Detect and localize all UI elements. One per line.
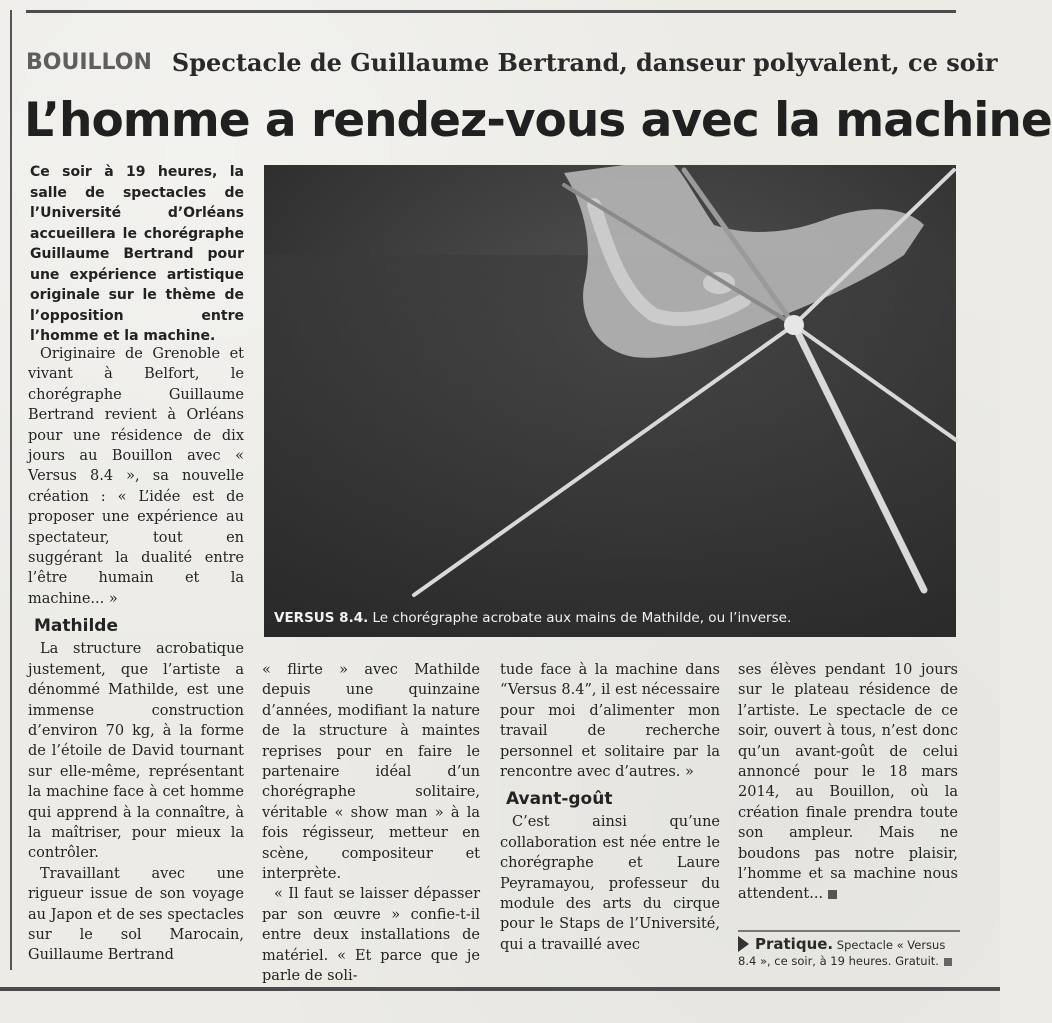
subhead-avant-gout: Avant-goût — [506, 789, 613, 810]
practical-info-box — [738, 930, 960, 969]
subhead-mathilde: Mathilde — [34, 616, 118, 637]
body-paragraph — [738, 660, 958, 905]
caption-text: Le chorégraphe acrobate aux mains de Mathilde, ou l’inverse. — [372, 610, 792, 626]
headline: L’homme a rendez-vous avec la machine — [24, 93, 1052, 148]
end-square-icon — [944, 958, 952, 966]
arrow-right-icon — [738, 936, 749, 952]
practical-text: Spectacle « Versus 8.4 », ce soir, à 19 heures. Gratuit. — [738, 938, 946, 968]
kicker — [26, 44, 998, 80]
body-paragraph: La structure acrobatique justement, que l’artiste a dénommé Mathilde, est une immense construction d’environ 70 kg, à la forme de l’étoile de David tournant sur elle-même, représentant la machine face à cet homme qui apprend à la connaître, à la maîtriser, pour mieux la contrôler. — [28, 641, 244, 862]
bottom-rule — [0, 987, 1000, 991]
body-paragraph: tude face à la machine dans “Versus 8.4”, il est nécessaire pour moi d’alimenter mon travail de recherche personnel et solitaire par la rencontre avec d’autres. » — [500, 662, 720, 781]
body-paragraph: « Il faut se laisser dépasser par son œuvre » confie-t-il entre deux installations de matériel. « Et parce que je parle de soli- — [262, 886, 480, 985]
photo-caption — [264, 599, 956, 637]
body-paragraph: Originaire de Grenoble et vivant à Belfort, le chorégraphe Guillaume Bertrand revient à Orléans pour une résidence de dix jours au Bouillon avec « Versus 8.4 », sa nouvelle création : « L’idée est de proposer une expérience au spectateur, tout en suggérant la dualité entre l’être humain et la machine... » — [28, 346, 244, 607]
lead-paragraph: Ce soir à 19 heures, la salle de spectacles de l’Université d’Orléans accueillera le chorégraphe Guillaume Bertrand pour une expérience artistique originale sur le thème de l’opposition entre l’homme et la machine. — [30, 164, 244, 344]
body-paragraph: C’est ainsi qu’une collaboration est née entre le chorégraphe et Laure Peyramayou, professeur du module des arts du cirque pour le Staps de l’Université, qui a travaillé avec — [500, 814, 720, 953]
article-column-1 — [28, 344, 244, 974]
left-border — [10, 10, 12, 970]
caption-label: VERSUS 8.4. — [274, 610, 369, 626]
kicker-text: Spectacle de Guillaume Bertrand, danseur polyvalent, ce soir — [171, 47, 998, 77]
practical-label: Pratique. — [755, 935, 834, 953]
article-photo — [264, 165, 956, 637]
top-rule — [26, 10, 956, 13]
photo-illustration — [264, 165, 956, 637]
end-square-icon — [828, 890, 837, 899]
article-column-2 — [262, 660, 480, 985]
article-column-3 — [500, 660, 720, 975]
body-paragraph: « flirte » avec Mathilde depuis une quinzaine d’années, modifiant la nature de la structure à maintes reprises pour en faire le partenaire idéal d’un chorégraphe solitaire, véritable « show man » à la fois régisseur, metteur en scène, compositeur et interprète. — [262, 662, 480, 883]
closing-paragraph: ses élèves pendant 10 jours sur le plateau résidence de l’artiste. Le spectacle de ce soir, ouvert à tous, n’est donc qu’un avant-goût de celui annoncé pour le 18 mars 2014, au Bouillon, où la création finale prendra toute son ampleur. Mais ne boudons pas notre plaisir, l’homme et sa machine nous attendent... — [738, 662, 958, 903]
kicker-location: BOUILLON — [26, 49, 152, 75]
body-paragraph: Travaillant avec une rigueur issue de son voyage au Japon et de ses spectacles sur le sol Marocain, Guillaume Bertrand — [28, 865, 244, 964]
